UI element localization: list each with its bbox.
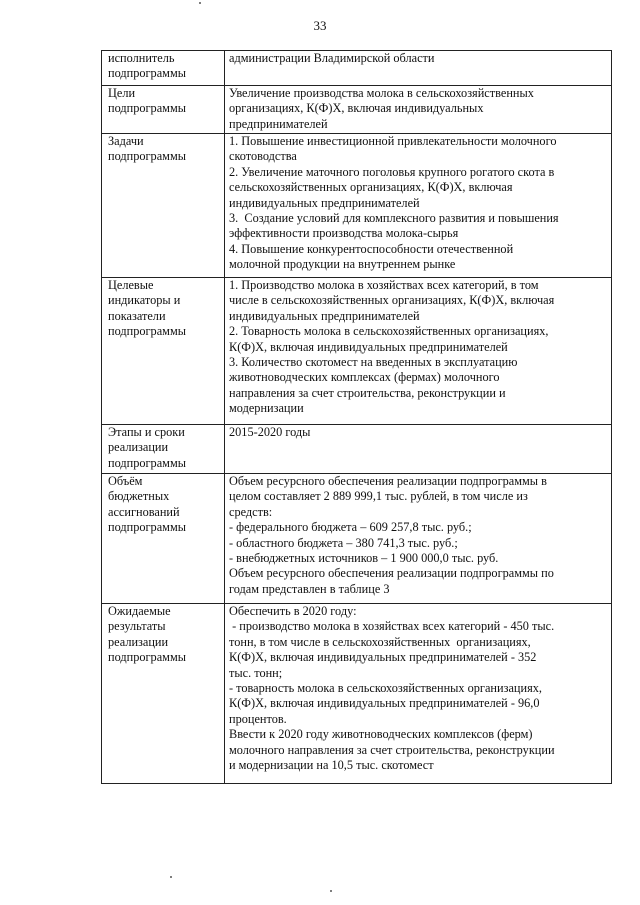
row-content-expected bbox=[225, 604, 612, 784]
content-line: процентов. bbox=[229, 711, 287, 726]
content-line: средств: bbox=[229, 504, 273, 519]
content-line: - производство молока в хозяйствах всех категорий - 450 тыс. bbox=[229, 619, 555, 634]
content-line: администрации Владимирской области bbox=[229, 51, 435, 65]
table-row-stages bbox=[102, 425, 612, 474]
content-line: и модернизации на 10,5 тыс. скотомест bbox=[229, 758, 434, 773]
content-line: направления за счет строительства, реконструкции и bbox=[229, 385, 506, 400]
content-line: 2. Увеличение маточного поголовья крупного рогатого скота в bbox=[229, 164, 555, 179]
content-line: числе в сельскохозяйственных организациях, К(Ф)Х, включая bbox=[229, 293, 555, 308]
content-line: К(Ф)Х, включая индивидуальных предпринимателей - 352 bbox=[229, 650, 537, 665]
content-line: Обеспечить в 2020 году: bbox=[229, 604, 357, 618]
content-line: тонн, в том числе в сельскохозяйственных организациях, bbox=[229, 634, 531, 649]
content-line: предпринимателей bbox=[229, 116, 328, 131]
content-line: животноводческих комплексах (фермах) молочного bbox=[229, 370, 500, 385]
content-line: организациях, К(Ф)Х, включая индивидуальных bbox=[229, 101, 484, 116]
label-line: подпрограммы bbox=[108, 101, 186, 116]
scan-speck bbox=[170, 876, 172, 878]
row-content-indicators bbox=[225, 278, 612, 425]
content-line: 2015-2020 годы bbox=[229, 425, 311, 439]
label-line: подпрограммы bbox=[108, 455, 186, 470]
content-line: К(Ф)Х, включая индивидуальных предпринимателей bbox=[229, 339, 508, 354]
label-line: исполнитель bbox=[108, 51, 175, 65]
content-line: 3. Создание условий для комплексного развития и повышения bbox=[229, 211, 559, 226]
label-line: Цели bbox=[108, 86, 136, 100]
label-line: подпрограммы bbox=[108, 520, 186, 535]
label-line: бюджетных bbox=[108, 489, 170, 504]
content-line: - федерального бюджета – 609 257,8 тыс. руб.; bbox=[229, 520, 472, 535]
row-label-expected bbox=[102, 604, 225, 784]
label-line: показатели bbox=[108, 308, 166, 323]
content-line: К(Ф)Х, включая индивидуальных предпринимателей - 96,0 bbox=[229, 696, 540, 711]
row-content-goals bbox=[225, 86, 612, 134]
table-row-budget bbox=[102, 474, 612, 604]
content-line: Объем ресурсного обеспечения реализации подпрограммы по bbox=[229, 566, 554, 581]
table-row-tasks bbox=[102, 134, 612, 278]
label-line: подпрограммы bbox=[108, 650, 186, 665]
table-row-goals bbox=[102, 86, 612, 134]
content-line: 1. Повышение инвестиционной привлекательности молочного bbox=[229, 134, 557, 148]
row-content-budget bbox=[225, 474, 612, 604]
content-line: тыс. тонн; bbox=[229, 665, 283, 680]
content-line: 4. Повышение конкурентоспособности отечественной bbox=[229, 241, 514, 256]
table-row-executor bbox=[102, 51, 612, 86]
content-line: - внебюджетных источников – 1 900 000,0 тыс. руб. bbox=[229, 551, 499, 566]
content-line: 1. Производство молока в хозяйствах всех категорий, в том bbox=[229, 278, 539, 292]
row-label-executor bbox=[102, 51, 225, 86]
content-line: - областного бюджета – 380 741,3 тыс. руб.; bbox=[229, 535, 458, 550]
table-row-expected bbox=[102, 604, 612, 784]
row-label-stages bbox=[102, 425, 225, 474]
row-label-indicators bbox=[102, 278, 225, 425]
row-label-budget bbox=[102, 474, 225, 604]
content-line: годам представлен в таблице 3 bbox=[229, 581, 390, 596]
content-line: индивидуальных предпринимателей bbox=[229, 195, 420, 210]
content-line: индивидуальных предпринимателей bbox=[229, 308, 420, 323]
row-label-goals bbox=[102, 86, 225, 134]
row-content-tasks bbox=[225, 134, 612, 278]
row-content-stages bbox=[225, 425, 612, 474]
content-line: сельскохозяйственных организациях, К(Ф)Х, включая bbox=[229, 180, 513, 195]
scan-speck bbox=[330, 890, 332, 892]
label-line: Задачи bbox=[108, 134, 144, 148]
content-line: молочного направления за счет строительства, реконструкции bbox=[229, 742, 555, 757]
content-line: Увеличение производства молока в сельскохозяйственных bbox=[229, 86, 534, 100]
content-line: - товарность молока в сельскохозяйственных организациях, bbox=[229, 681, 542, 696]
content-line: Ввести к 2020 году животноводческих комплексов (ферм) bbox=[229, 727, 533, 742]
subprogram-passport-table bbox=[101, 50, 612, 784]
label-line: результаты bbox=[108, 619, 166, 634]
content-line: 3. Количество скотомест на введенных в эксплуатацию bbox=[229, 355, 518, 370]
content-line: 2. Товарность молока в сельскохозяйственных организациях, bbox=[229, 324, 549, 339]
label-line: ассигнований bbox=[108, 504, 180, 519]
row-content-executor bbox=[225, 51, 612, 86]
scan-speck bbox=[199, 2, 201, 4]
label-line: индикаторы и bbox=[108, 293, 181, 308]
label-line: Объём bbox=[108, 474, 143, 488]
table-row-indicators bbox=[102, 278, 612, 425]
label-line: реализации bbox=[108, 440, 169, 455]
label-line: подпрограммы bbox=[108, 149, 186, 164]
content-line: целом составляет 2 889 999,1 тыс. рублей, в том числе из bbox=[229, 489, 528, 504]
content-line: скотоводства bbox=[229, 149, 297, 164]
label-line: Этапы и сроки bbox=[108, 425, 185, 439]
content-line: Объем ресурсного обеспечения реализации подпрограммы в bbox=[229, 474, 547, 488]
label-line: подпрограммы bbox=[108, 66, 186, 81]
page-number: 33 bbox=[313, 18, 327, 33]
content-line: эффективности производства молока-сырья bbox=[229, 226, 459, 241]
label-line: подпрограммы bbox=[108, 324, 186, 339]
label-line: реализации bbox=[108, 634, 169, 649]
content-line: модернизации bbox=[229, 401, 304, 416]
label-line: Целевые bbox=[108, 278, 154, 292]
content-line: молочной продукции на внутреннем рынке bbox=[229, 257, 456, 272]
label-line: Ожидаемые bbox=[108, 604, 171, 618]
row-label-tasks bbox=[102, 134, 225, 278]
